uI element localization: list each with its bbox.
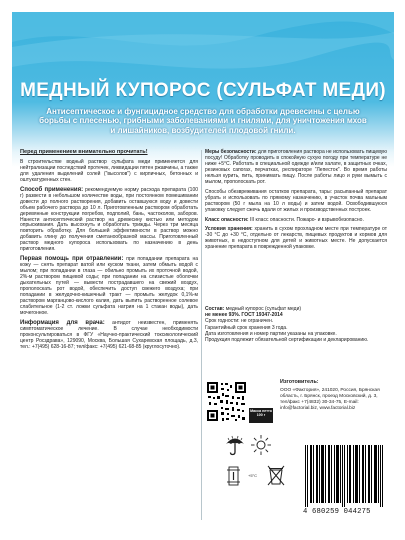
qr-code-icon <box>205 380 248 423</box>
manufacturer-block <box>280 380 387 412</box>
composition-block <box>205 306 387 343</box>
safety-title: Меры безопасности: <box>205 149 257 155</box>
manufacture-date: Дата изготовления и номер партии указаны на упаковке. <box>205 330 337 337</box>
umbrella-icon <box>225 434 245 456</box>
hazard-label: Класс опасности: <box>205 216 249 223</box>
warranty-period: Гарантийный срок хранения 3 года. <box>205 324 288 331</box>
storage-section <box>205 227 387 251</box>
safety-section <box>205 150 387 186</box>
barcode-icon <box>303 445 385 523</box>
disposal-text: Способы обезвреживания остатков препарата, тары: расыпанный препарат убрать и использовать по прямому назначению, в участок почва мальным раствором (50 г мыла на 10 л воды) и затем водой. Освободившуюся упаковку следует сжечь вдали от жилых и производственных построек. <box>205 188 387 213</box>
protect-from-sun-icon <box>250 434 272 456</box>
manufacturer-title: Изготовитель: <box>280 379 319 385</box>
safety-text: для приготовления раствора не использовать пищевую посуду! Обработку проводить в спокойную сухую погоду при температуре не ниже +5°С. Работать в специальной одежде и/или халате, в защитных очках, резиновых сапогах, перчатках, респираторе "Лепесток". Во время работы нельзя курить, пить, принимать пищу. После работы лицо и руки вымыть с мылом, прополоскать рот. <box>205 149 387 185</box>
composition-substance: медный купорос (сульфат меди) <box>225 306 302 312</box>
manufacturer-text: ООО «Фактория», 241020, Россия, Брянская область, г. Брянск, проезд Московский, д. 3, тел/факс +7(4832) 30-34-75, E-mail: info@factorial.biz, www.factorial.biz <box>280 387 380 411</box>
certification-note: Продукция подлежит обязательной сертификации и декларированию. <box>205 337 369 344</box>
net-weight-badge: Масса нетто 100 г <box>249 408 273 423</box>
product-label <box>12 12 394 529</box>
doctor-title: Информация для врача: <box>20 319 105 326</box>
right-column <box>205 150 387 255</box>
hazard-section <box>205 218 387 224</box>
left-column <box>20 150 198 355</box>
firstaid-text: при попадании препарата на кожу — снять препарат ватой или куском ткани, затем обмыть водой с мылом; при попадании в глаза — обильно промыть их проточной водой, 2%-м раствором пищевой соды; при попадании на слизистые оболочки дыхательных путей — вывести пострадавшего на свежий воздух, прополоскать рот водой, обеспечить доступ свежего воздуха; при попадании в желудочно-кишечный тракт — промыть желудок 0,1%-м раствором марганцово-кислого калия, дать выпить растворенное солевое слабительное (1-2 ст. ложки сульфата натрия на 1 стакан воды), дать мочегонное. <box>20 256 198 316</box>
doctor-text: антидот неизвестен, применять симптоматическое лечение. В случае необходимости проконсультироваться в ФГУ «Научно-практический токсикологический центр Росздрава», 129090, Москва, Большая Сухаревская площадь, д.3, тел.: +7(495) 628-16-87; тел/факс: +7(495) 621-68-85 (круглосуточно). <box>20 319 199 350</box>
composition-title: Состав: <box>205 306 225 312</box>
temperature-text: +5°C <box>248 473 258 478</box>
method-section <box>20 188 198 253</box>
method-title: Способ применения: <box>20 186 84 193</box>
firstaid-title: Первая помощь при отравлении: <box>20 256 124 263</box>
storage-title: Условия хранения: <box>205 226 253 233</box>
read-warning: Перед применением внимательно прочитать! <box>20 149 148 155</box>
barcode-digits: 4 680259 044275 <box>303 508 371 516</box>
header <box>12 80 394 135</box>
storage-text: хранить в сухом прохладном месте при температуре от -30 °С до +30 °С, отдельно от лекарств, пищевых продуктов и кормов для животных, в недоступном для детей и животных месте. Не допускается хранение препарата в поврежденной упаковке. <box>205 226 387 251</box>
intro-text: В строительстве водный раствор сульфата меди применяется для нейтрализации последствий протечек, ликвидации пятен ржавчины, а также для удаления выделений солей ("высолов") с кирпичных, бетонных и оштукатуренных стен. <box>20 158 198 183</box>
product-title: МЕДНЫЙ КУПОРОС (СУЛЬФАТ МЕДИ) <box>20 80 386 101</box>
method-text: рекомендуемую норму расхода препарата (100 г) развести в небольшом количестве воды, при постоянном помешивании довести до полного растворения, добавить оставшуюся воду и довести объем рабочего раствора до 10 л. Приготовленным раствором обработать деревянные конструкции погребов, подполий, бань, частоколов, заборов. Нанести антисептический раствор на древесину кистью или методом опрыскивания. Дать высохнуть и обработать трижды. Через три месяца повторить обработку. Для большей эффективности в раствор можно добавить глину до получения сметанообразной массы. Приготовленный раствор медного купороса использовать по назначению в день приготовления. <box>20 186 199 253</box>
bottom-info-block <box>205 380 387 525</box>
column-divider <box>201 150 202 520</box>
hazard-text: III класс опасности. Пожаро- и взрывобезопасно. <box>249 216 364 223</box>
product-subtitle: Антисептическое и фунгицидное средство для обработки древесины с целью борьбы с плесенью, грибными заболеваниями и гнилями, для уничтожения мхов и лишайников, возбудителей плодовой гнили. <box>39 107 367 135</box>
composition-content: не менее 93%. ГОСТ 19347-2014 <box>205 312 283 319</box>
firstaid-section <box>20 257 198 317</box>
dispose-bin-icon <box>267 464 285 486</box>
temperature-limit-icon <box>227 465 245 487</box>
doctor-section <box>20 321 198 351</box>
shelf-life: Срок годности: не ограничен. <box>205 318 274 325</box>
